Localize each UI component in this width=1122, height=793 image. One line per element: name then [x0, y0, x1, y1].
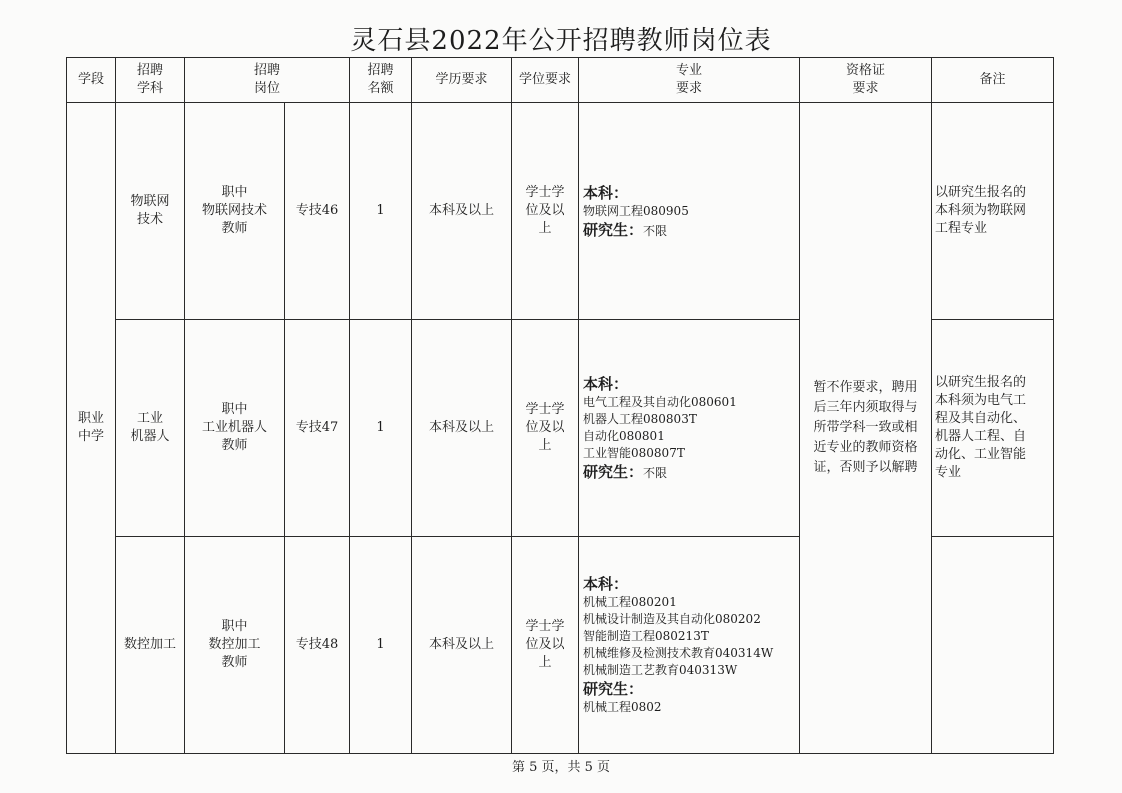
- degree-cell: 学士学 位及以 上: [512, 103, 579, 320]
- major-item: 机械维修及检测技术教育040314W: [583, 646, 774, 660]
- certificate-cell: 暂不作要求，聘用 后三年内须取得与 所带学科一致或相 近专业的教师资格 证，否则予以解聘: [800, 103, 932, 754]
- header-remarks: 备注: [932, 58, 1054, 103]
- major-item: 机械工程080201: [583, 595, 677, 609]
- header-subject: 招聘 学科: [116, 58, 185, 103]
- major-item: 机器人工程080803T: [583, 412, 697, 426]
- major-item: 工业智能080807T: [583, 446, 685, 460]
- subject-cell: 物联网 技术: [116, 103, 185, 320]
- major-item: 自动化080801: [583, 429, 665, 443]
- post-code-cell: 专技47: [285, 320, 350, 537]
- education-cell: 本科及以上: [412, 320, 512, 537]
- major-cell: [579, 320, 800, 537]
- subject-cell: 工业 机器人: [116, 320, 185, 537]
- header-quota: 招聘 名额: [350, 58, 412, 103]
- postgrad-label: 研究生：: [583, 220, 644, 239]
- header-stage: 学段: [67, 58, 116, 103]
- header-education: 学历要求: [412, 58, 512, 103]
- remarks-cell: [932, 537, 1054, 754]
- major-item: 机械制造工艺教育040313W: [583, 663, 738, 677]
- job-table: [66, 57, 1054, 754]
- post-name-cell: 职中 工业机器人 教师: [185, 320, 285, 537]
- major-item: 电气工程及其自动化080601: [583, 395, 737, 409]
- header-major: 专业 要求: [579, 58, 800, 103]
- post-name-cell: 职中 物联网技术 教师: [185, 103, 285, 320]
- remarks-cell: 以研究生报名的 本科须为物联网 工程专业: [932, 103, 1054, 320]
- table-row: [67, 103, 1054, 320]
- major-cell: [579, 103, 800, 320]
- quota-cell: 1: [350, 537, 412, 754]
- major-cell: [579, 537, 800, 754]
- post-name-cell: 职中 数控加工 教师: [185, 537, 285, 754]
- major-item: 智能制造工程080213T: [583, 629, 709, 643]
- page-footer: 第 5 页，共 5 页: [511, 760, 611, 775]
- degree-cell: 学士学 位及以 上: [512, 537, 579, 754]
- major-item: 机械工程0802: [583, 700, 662, 714]
- undergrad-label: 本科：: [583, 375, 629, 393]
- subject-cell: 数控加工: [116, 537, 185, 754]
- postgrad-value: 不限: [643, 466, 668, 480]
- quota-cell: 1: [350, 320, 412, 537]
- stage-cell: 职业 中学: [67, 103, 116, 754]
- postgrad-label: 研究生：: [583, 680, 644, 698]
- education-cell: 本科及以上: [412, 537, 512, 754]
- post-code-cell: 专技46: [285, 103, 350, 320]
- degree-cell: 学士学 位及以 上: [512, 320, 579, 537]
- remarks-cell: 以研究生报名的 本科须为电气工 程及其自动化、 机器人工程、自 动化、工业智能 专业: [932, 320, 1054, 537]
- education-cell: 本科及以上: [412, 103, 512, 320]
- postgrad-label: 研究生：: [583, 463, 644, 481]
- header-certificate: 资格证 要求: [800, 58, 932, 103]
- undergrad-label: 本科：: [583, 183, 629, 202]
- header-row: [67, 58, 1054, 103]
- postgrad-value: 不限: [643, 223, 668, 238]
- major-item: 物联网工程080905: [583, 203, 689, 218]
- header-degree: 学位要求: [512, 58, 579, 103]
- undergrad-label: 本科：: [583, 575, 629, 593]
- major-item: 机械设计制造及其自动化080202: [583, 612, 761, 626]
- post-code-cell: 专技48: [285, 537, 350, 754]
- page-title: 灵石县2022年公开招聘教师岗位表: [350, 26, 772, 56]
- header-post: 招聘 岗位: [185, 58, 350, 103]
- quota-cell: 1: [350, 103, 412, 320]
